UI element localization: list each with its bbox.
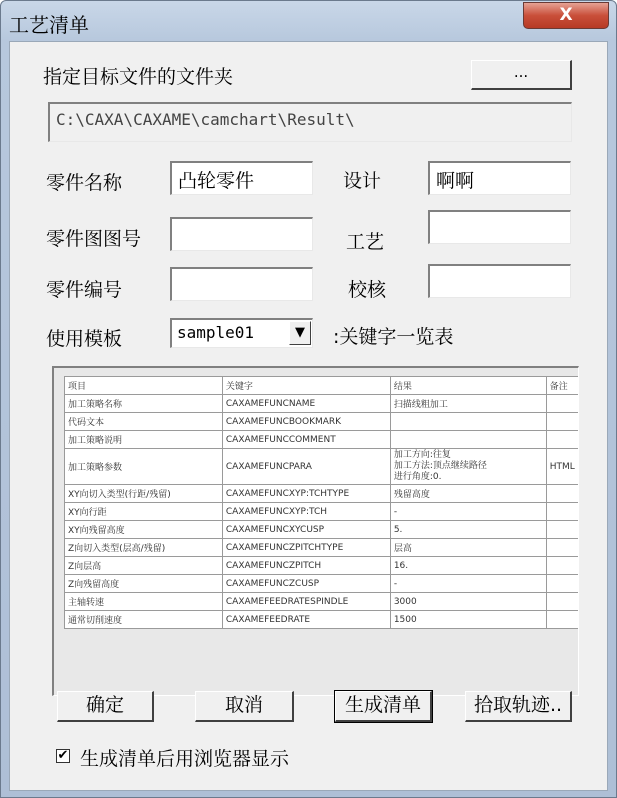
table-cell: XY向行距 — [65, 503, 223, 521]
close-button[interactable] — [523, 2, 609, 29]
table-cell: CAXAMEFUNCZCUSP — [222, 575, 390, 593]
dialog-client-area — [9, 41, 608, 791]
table-cell: 残留高度 — [390, 485, 546, 503]
table-cell — [546, 521, 579, 539]
pick-path-button[interactable]: 拾取轨迹.. — [465, 691, 572, 722]
drawing-no-input[interactable] — [170, 217, 313, 251]
table-cell — [546, 539, 579, 557]
table-cell: Z向残留高度 — [65, 575, 223, 593]
title-bar[interactable] — [1, 1, 616, 41]
table-cell: 通常切削速度 — [65, 611, 223, 629]
table-cell: HTML — [546, 449, 579, 485]
keyword-table-body — [65, 395, 580, 629]
table-cell: 层高 — [390, 539, 546, 557]
table-row — [65, 557, 580, 575]
table-row — [65, 485, 580, 503]
table-cell: CAXAMEFUNCZPITCHTYPE — [222, 539, 390, 557]
table-cell: 加工方向:往复 加工方法:顶点继续路径 进行角度:0. — [390, 449, 546, 485]
show-in-browser-checkbox[interactable] — [56, 749, 70, 763]
keyword-table — [64, 376, 579, 629]
column-header: 结果 — [390, 377, 546, 395]
column-header: 备注 — [546, 377, 579, 395]
template-label: 使用模板 — [46, 328, 123, 350]
column-header: 关键字 — [222, 377, 390, 395]
table-row — [65, 611, 580, 629]
keyword-list-label: :关键字一览表 — [333, 326, 454, 348]
table-cell: 1500 — [390, 611, 546, 629]
table-cell: CAXAMEFUNCXYP:TCHTYPE — [222, 485, 390, 503]
template-selected-value: sample01 — [177, 323, 255, 342]
table-cell: XY向残留高度 — [65, 521, 223, 539]
table-cell — [390, 413, 546, 431]
check-input[interactable] — [428, 264, 571, 298]
generate-list-button[interactable]: 生成清单 — [335, 691, 432, 722]
table-cell: 主轴转速 — [65, 593, 223, 611]
table-row — [65, 593, 580, 611]
part-name-label: 零件名称 — [46, 172, 123, 194]
table-cell: CAXAMEFUNCBOOKMARK — [222, 413, 390, 431]
target-folder-path-field[interactable]: C:\CAXA\CAXAME\camchart\Result\ — [48, 102, 572, 142]
window-title: 工艺清单 — [9, 13, 89, 37]
design-label: 设计 — [343, 170, 382, 192]
table-cell: 代码文本 — [65, 413, 223, 431]
table-cell: 5. — [390, 521, 546, 539]
column-header: 项目 — [65, 377, 223, 395]
target-folder-label: 指定目标文件的文件夹 — [43, 66, 234, 88]
table-cell — [546, 431, 579, 449]
table-row — [65, 449, 580, 485]
table-cell: Z向切入类型(层高/残留) — [65, 539, 223, 557]
process-label: 工艺 — [346, 231, 385, 253]
table-row — [65, 539, 580, 557]
part-no-label: 零件编号 — [46, 279, 123, 301]
table-cell: 扫描线粗加工 — [390, 395, 546, 413]
table-cell — [546, 413, 579, 431]
template-select[interactable] — [170, 318, 313, 348]
table-cell: - — [390, 503, 546, 521]
table-cell — [546, 503, 579, 521]
table-cell: CAXAMEFUNCZPITCH — [222, 557, 390, 575]
table-cell — [546, 395, 579, 413]
table-cell: CAXAMEFUNCCOMMENT — [222, 431, 390, 449]
table-cell: CAXAMEFUNCPARA — [222, 449, 390, 485]
table-header-row — [65, 377, 580, 395]
check-icon: ✔ — [57, 748, 69, 763]
table-cell: 3000 — [390, 593, 546, 611]
table-row — [65, 413, 580, 431]
table-cell — [546, 593, 579, 611]
check-label: 校核 — [348, 279, 387, 301]
cancel-button[interactable]: 取消 — [195, 691, 294, 722]
part-name-input[interactable]: 凸轮零件 — [170, 161, 313, 195]
show-in-browser-label[interactable]: 生成清单后用浏览器显示 — [80, 748, 290, 770]
table-cell — [546, 557, 579, 575]
table-cell: Z向层高 — [65, 557, 223, 575]
chevron-down-icon[interactable]: ▼ — [289, 321, 311, 345]
table-row — [65, 395, 580, 413]
table-row — [65, 503, 580, 521]
table-cell: CAXAMEFEEDRATE — [222, 611, 390, 629]
table-cell: 加工策略参数 — [65, 449, 223, 485]
table-cell: CAXAMEFUNCXYP:TCH — [222, 503, 390, 521]
table-cell — [546, 611, 579, 629]
table-cell: 加工策略名称 — [65, 395, 223, 413]
table-cell — [546, 575, 579, 593]
keyword-table-view[interactable] — [52, 366, 579, 696]
part-no-input[interactable] — [170, 267, 313, 301]
browse-folder-button[interactable]: ... — [471, 60, 572, 90]
table-row — [65, 431, 580, 449]
process-input[interactable] — [428, 210, 571, 244]
table-cell: 加工策略说明 — [65, 431, 223, 449]
table-cell — [546, 485, 579, 503]
table-cell: XY向切入类型(行距/残留) — [65, 485, 223, 503]
table-row — [65, 575, 580, 593]
table-cell: - — [390, 575, 546, 593]
table-cell: CAXAMEFUNCNAME — [222, 395, 390, 413]
drawing-no-label: 零件图图号 — [46, 228, 142, 250]
table-cell: CAXAMEFEEDRATESPINDLE — [222, 593, 390, 611]
table-cell — [390, 431, 546, 449]
ok-button[interactable]: 确定 — [57, 691, 154, 722]
table-row — [65, 521, 580, 539]
table-cell: CAXAMEFUNCXYCUSP — [222, 521, 390, 539]
table-cell: 16. — [390, 557, 546, 575]
design-input[interactable]: 啊啊 — [428, 161, 571, 195]
close-icon: X — [559, 5, 573, 25]
